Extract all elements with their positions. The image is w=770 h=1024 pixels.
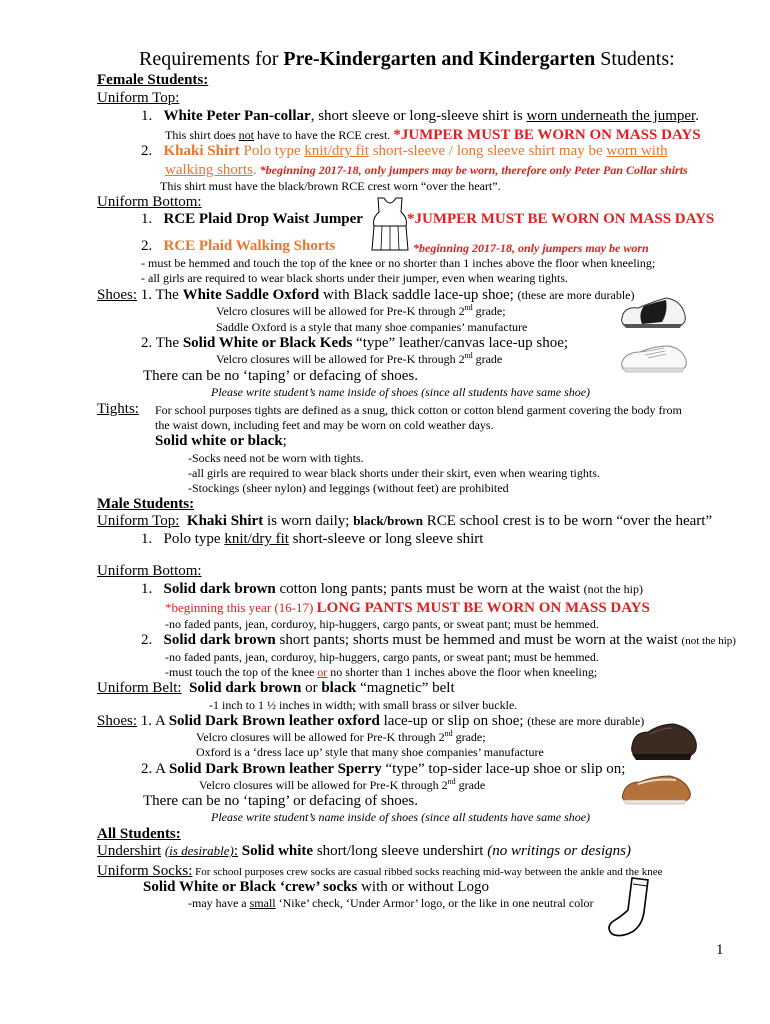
keds-shoe-icon: [618, 342, 690, 376]
female-bottom-note-1: - must be hemmed and touch the top of the knee or no shorter than 1 inches above the floor when kneeling;: [141, 256, 656, 270]
female-jumper-mass-days: *JUMPER MUST BE WORN ON MASS DAYS: [407, 211, 715, 227]
male-heading: Male Students:: [97, 496, 195, 512]
sperry-shoe-icon: [620, 772, 694, 808]
male-bottom-2-note-a: -no faded pants, jean, corduroy, hip-huggers, cargo pants, or sweat pant; must be hemmed.: [165, 650, 599, 664]
all-socks-line: Uniform Socks: For school purposes crew socks are casual ribbed socks reaching mid-way between the ankle and the knee: [97, 863, 663, 879]
page-title: [139, 48, 675, 71]
male-shoe-1-note-a: Velcro closures will be allowed for Pre-K through 2nd grade;: [196, 729, 486, 744]
title-bold: Pre-Kindergarten and Kindergarten: [283, 48, 596, 70]
male-long-pants-mass-days: *beginning this year (16-17) LONG PANTS MUST BE WORN ON MASS DAYS: [165, 600, 650, 616]
sock-icon: [604, 876, 656, 940]
female-tights-note-2: -all girls are required to wear black shorts under their skirt, even when wearing tights.: [188, 466, 600, 480]
female-shoe-1-note-b: Saddle Oxford is a style that many shoe companies’ manufacture: [216, 320, 528, 334]
male-shoe-1-note-b: Oxford is a ‘dress lace up’ style that many shoe companies’ manufacture: [196, 745, 544, 759]
female-no-taping: There can be no ‘taping’ or defacing of shoes.: [143, 368, 419, 384]
title-pre: Requirements for: [139, 48, 284, 70]
male-belt-note: -1 inch to 1 ½ inches in width; with small brass or silver buckle.: [209, 698, 518, 712]
title-post: Students:: [595, 48, 675, 70]
female-shoe-1-note-a: Velcro closures will be allowed for Pre-K through 2nd grade;: [216, 303, 506, 318]
saddle-oxford-shoe-icon: [618, 296, 690, 332]
female-top-item-1-note: This shirt does not have to have the RCE crest. *JUMPER MUST BE WORN ON MASS DAYS: [165, 127, 701, 143]
female-shoe-line-2: 2. The Solid White or Black Keds “type” leather/canvas lace-up shoe;: [141, 335, 569, 351]
female-bottom-item-1: 1. RCE Plaid Drop Waist Jumper: [141, 211, 363, 227]
female-shoe-line-1: Shoes: 1. The White Saddle Oxford with Black saddle lace-up shoe; (these are more durable): [97, 287, 635, 303]
male-shoe-2-note: Velcro closures will be allowed for Pre-K through 2nd grade: [199, 777, 486, 792]
male-bottom-item-2: 2. Solid dark brown short pants; shorts must be hemmed and must be worn at the waist (not the hip): [141, 632, 736, 648]
jumper-icon: [370, 196, 410, 252]
male-top-item-1: 1. Polo type knit/dry fit short-sleeve or long sleeve shirt: [141, 531, 484, 547]
male-write-name: Please write student’s name inside of shoes (since all students have same shoe): [211, 810, 591, 824]
female-tights-colors: Solid white or black;: [155, 433, 287, 449]
page-number: 1: [716, 942, 724, 958]
male-top-line: Uniform Top: Khaki Shirt is worn daily; black/brown RCE school crest is to be worn “over the heart”: [97, 513, 713, 529]
female-top-item-2-line2: walking shorts. *beginning 2017-18, only jumpers may be worn, therefore only Peter Pan Collar shirts: [165, 162, 688, 178]
male-bottom-heading: Uniform Bottom:: [97, 563, 202, 579]
brown-oxford-shoe-icon: [630, 720, 700, 764]
male-shoe-line-2: 2. A Solid Dark Brown leather Sperry “type” top-sider lace-up shoe or slip on;: [141, 761, 626, 777]
female-tights-label: Tights:: [97, 401, 139, 417]
male-bottom-2-note-b: -must touch the top of the knee or no shorter than 1 inches above the floor when kneeling;: [165, 665, 598, 679]
male-belt-line: Uniform Belt: Solid dark brown or black “magnetic” belt: [97, 680, 455, 696]
female-tights-note-1: -Socks need not be worn with tights.: [188, 451, 364, 465]
female-top-item-2-note: This shirt must have the black/brown RCE crest worn “over the heart”.: [160, 179, 501, 193]
all-undershirt-line: Undershirt (is desirable): Solid white short/long sleeve undershirt (no writings or designs): [97, 843, 631, 859]
female-tights-text-2: the waist down, including feet and may be worn on cold weather days.: [155, 418, 494, 432]
female-top-item-1: 1. White Peter Pan-collar, short sleeve or long-sleeve shirt is worn underneath the jumper.: [141, 108, 699, 124]
male-no-taping: There can be no ‘taping’ or defacing of shoes.: [143, 793, 419, 809]
all-socks-note: -may have a small ‘Nike’ check, ‘Under Armor’ logo, or the like in one neutral color: [188, 896, 594, 910]
female-shorts-note: *beginning 2017-18, only jumpers may be worn: [413, 241, 649, 255]
male-shoe-line-1: Shoes: 1. A Solid Dark Brown leather oxford lace-up or slip on shoe; (these are more durable): [97, 713, 645, 729]
male-bottom-1-note: -no faded pants, jean, corduroy, hip-huggers, cargo pants, or sweat pant; must be hemmed.: [165, 617, 599, 631]
all-socks-colors: Solid White or Black ‘crew’ socks with or without Logo: [143, 879, 489, 895]
female-write-name: Please write student’s name inside of shoes (since all students have same shoe): [211, 385, 591, 399]
female-bottom-heading: Uniform Bottom:: [97, 194, 202, 210]
female-bottom-item-2: 2. RCE Plaid Walking Shorts: [141, 238, 336, 254]
female-top-item-2: 2. Khaki Shirt Polo type knit/dry fit short-sleeve / long sleeve shirt may be worn with: [141, 143, 668, 159]
female-tights-note-3: -Stockings (sheer nylon) and leggings (without feet) are prohibited: [188, 481, 509, 495]
female-bottom-note-2: - all girls are required to wear black shorts under their jumper, even when wearing tights.: [141, 271, 569, 285]
female-top-heading: Uniform Top:: [97, 90, 180, 106]
female-tights-text-1: For school purposes tights are defined as a snug, thick cotton or cotton blend garment covering the body from: [155, 403, 682, 417]
male-bottom-item-1: 1. Solid dark brown cotton long pants; pants must be worn at the waist (not the hip): [141, 581, 643, 597]
female-heading: Female Students:: [97, 72, 209, 88]
female-shoe-2-note: Velcro closures will be allowed for Pre-K through 2nd grade: [216, 351, 503, 366]
all-heading: All Students:: [97, 826, 181, 842]
